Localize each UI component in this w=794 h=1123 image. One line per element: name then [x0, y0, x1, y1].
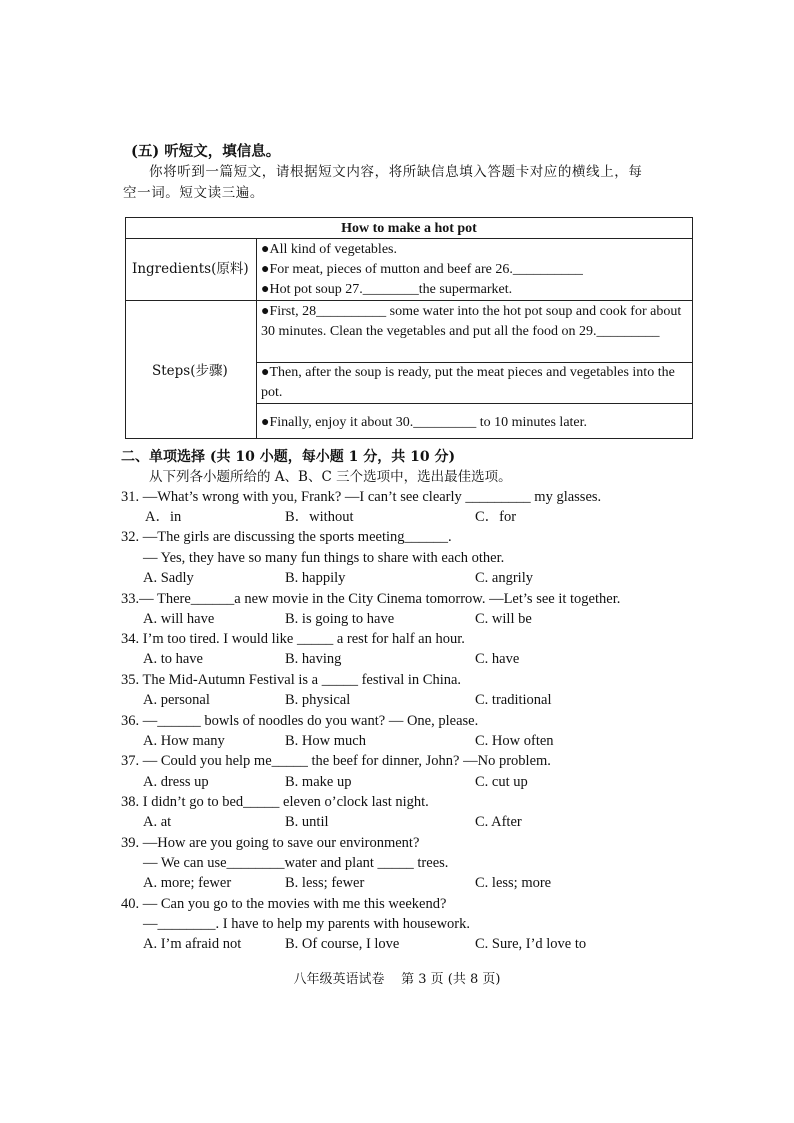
- step-item: ●Then, after the soup is ready, put the meat pieces and vegetables into the pot.: [261, 365, 675, 400]
- option-b[interactable]: B. having: [285, 651, 342, 667]
- question-32-stem: 32. —The girls are discussing the sports meeting______.: [121, 529, 452, 545]
- question-38-stem: 38. I didn’t go to bed_____ eleven o’clock last night.: [121, 794, 429, 810]
- page-footer: 八年级英语试卷 第 3 页 (共 8 页): [293, 972, 501, 987]
- question-40-stem-line2: —________. I have to help my parents with housework.: [143, 916, 471, 932]
- option-a[interactable]: A. dress up: [143, 774, 209, 790]
- option-c[interactable]: C. less; more: [475, 875, 552, 891]
- option-b[interactable]: B. make up: [285, 774, 352, 790]
- option-c[interactable]: C. Sure, I’d love to: [475, 936, 587, 952]
- section2-instruction: 从下列各小题所给的 A、B、C 三个选项中，选出最佳选项。: [149, 469, 512, 485]
- option-a[interactable]: A. at: [143, 814, 172, 830]
- option-b[interactable]: B. physical: [285, 692, 351, 708]
- option-c[interactable]: C. angrily: [475, 570, 533, 586]
- section5-title: (五) 听短文，填信息。: [131, 143, 281, 160]
- question-40-stem: 40. — Can you go to the movies with me this weekend?: [121, 896, 447, 912]
- question-32-stem-line2: — Yes, they have so many fun things to share with each other.: [143, 550, 505, 566]
- option-a[interactable]: A. How many: [143, 733, 225, 749]
- step-item: ●First, 28__________ some water into the hot pot soup and cook for about 30 minutes. Clean the vegetables and put all the food on 29._________: [261, 304, 682, 339]
- section5-instruction-line1: 你将听到一篇短文，请根据短文内容，将所缺信息填入答题卡对应的横线上，每: [149, 164, 643, 180]
- section5-instruction-line2: 空一词。短文读三遍。: [123, 185, 264, 201]
- option-c[interactable]: C. cut up: [475, 774, 528, 790]
- ingredient-item: ●Hot pot soup 27.________the supermarket.: [261, 282, 513, 297]
- option-b[interactable]: B. How much: [285, 733, 366, 749]
- question-31-stem: 31. —What’s wrong with you, Frank? —I can’t see clearly _________ my glasses.: [121, 489, 602, 505]
- option-a[interactable]: A. Sadly: [143, 570, 194, 586]
- ingredients-label: Ingredients(原料): [132, 261, 249, 277]
- option-c[interactable]: C．for: [475, 509, 517, 525]
- option-b[interactable]: B. less; fewer: [285, 875, 365, 891]
- section2-title: 二、单项选择 (共 10 小题，每小题 1 分，共 10 分): [121, 449, 456, 465]
- ingredient-item: ●For meat, pieces of mutton and beef are 26.__________: [261, 262, 583, 277]
- question-34-stem: 34. I’m too tired. I would like _____ a rest for half an hour.: [121, 631, 465, 647]
- option-b[interactable]: B. is going to have: [285, 611, 395, 627]
- table-header: How to make a hot pot: [341, 221, 477, 236]
- option-b[interactable]: B. happily: [285, 570, 346, 586]
- question-36-stem: 36. —______ bowls of noodles do you want? — One, please.: [121, 713, 479, 729]
- question-33-stem: 33.— There______a new movie in the City Cinema tomorrow. —Let’s see it together.: [121, 591, 621, 607]
- hot-pot-table: [125, 217, 693, 439]
- option-c[interactable]: C. How often: [475, 733, 554, 749]
- question-37-stem: 37. — Could you help me_____ the beef for dinner, John? —No problem.: [121, 753, 551, 769]
- option-b[interactable]: B. Of course, I love: [285, 936, 400, 952]
- option-a[interactable]: A. more; fewer: [143, 875, 232, 891]
- option-c[interactable]: C. After: [475, 814, 522, 830]
- option-c[interactable]: C. will be: [475, 611, 532, 627]
- question-39-stem: 39. —How are you going to save our environment?: [121, 835, 420, 851]
- option-c[interactable]: C. have: [475, 651, 520, 667]
- steps-label: Steps(步骤): [152, 363, 228, 379]
- step-item: ●Finally, enjoy it about 30._________ to 10 minutes later.: [261, 415, 588, 430]
- option-c[interactable]: C. traditional: [475, 692, 552, 708]
- option-b[interactable]: B. until: [285, 814, 329, 830]
- option-b[interactable]: B．without: [285, 509, 354, 525]
- option-a[interactable]: A. personal: [143, 692, 210, 708]
- option-a[interactable]: A. I’m afraid not: [143, 936, 242, 952]
- option-a[interactable]: A. will have: [143, 611, 215, 627]
- question-39-stem-line2: — We can use________water and plant _____ trees.: [143, 855, 449, 871]
- option-a[interactable]: A．in: [145, 509, 182, 525]
- question-35-stem: 35. The Mid-Autumn Festival is a _____ festival in China.: [121, 672, 462, 688]
- option-a[interactable]: A. to have: [143, 651, 203, 667]
- ingredient-item: ●All kind of vegetables.: [261, 242, 397, 257]
